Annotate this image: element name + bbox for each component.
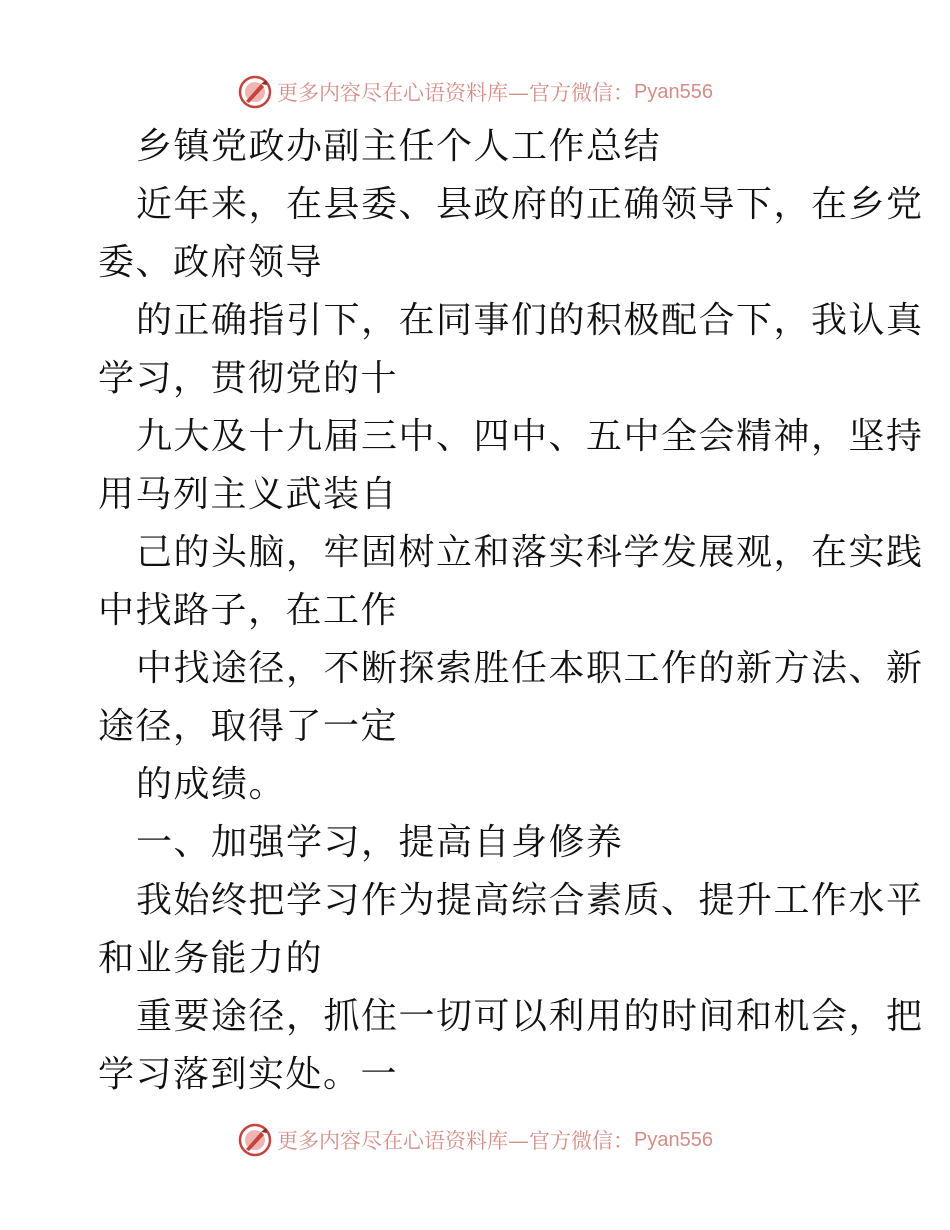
document-line: 九大及十九届三中、四中、五中全会精神，坚持 — [136, 416, 924, 457]
footer-watermark — [0, 1118, 950, 1162]
document-line: 用马列主义武装自 — [98, 474, 399, 515]
header-watermark — [0, 70, 950, 114]
document-line: 中找途径，不断探索胜任本职工作的新方法、新 — [136, 648, 924, 689]
document-line: 重要途径，抓住一切可以利用的时间和机会，把 — [136, 996, 924, 1037]
section-heading: 一、加强学习，提高自身修养 — [136, 822, 624, 863]
document-line: 的成绩。 — [136, 764, 287, 805]
watermark-text: 更多内容尽在心语资料库—官方微信： — [277, 81, 635, 105]
quill-pen-circle-icon — [237, 74, 273, 110]
document-line: 的正确指引下，在同事们的积极配合下，我认真 — [136, 300, 924, 341]
document-line: 学习，贯彻党的十 — [98, 358, 399, 399]
document-line: 学习落到实处。一 — [98, 1054, 399, 1095]
document-line: 近年来，在县委、县政府的正确领导下，在乡党 — [136, 184, 924, 225]
quill-pen-circle-icon — [237, 1122, 273, 1158]
document-line: 我始终把学习作为提高综合素质、提升工作水平 — [136, 880, 924, 921]
watermark-text: 更多内容尽在心语资料库—官方微信： — [277, 1129, 635, 1153]
document-line: 委、政府领导 — [98, 242, 324, 283]
document-title: 乡镇党政办副主任个人工作总结 — [136, 126, 662, 167]
watermark-wechat-id: Pyan556 — [634, 80, 713, 103]
document-body — [98, 118, 924, 1104]
document-line: 中找路子，在工作 — [98, 590, 399, 631]
document-line: 途径，取得了一定 — [98, 706, 399, 747]
document-line: 和业务能力的 — [98, 938, 324, 979]
watermark-wechat-id: Pyan556 — [634, 1128, 713, 1151]
document-line: 己的头脑，牢固树立和落实科学发展观，在实践 — [136, 532, 924, 573]
